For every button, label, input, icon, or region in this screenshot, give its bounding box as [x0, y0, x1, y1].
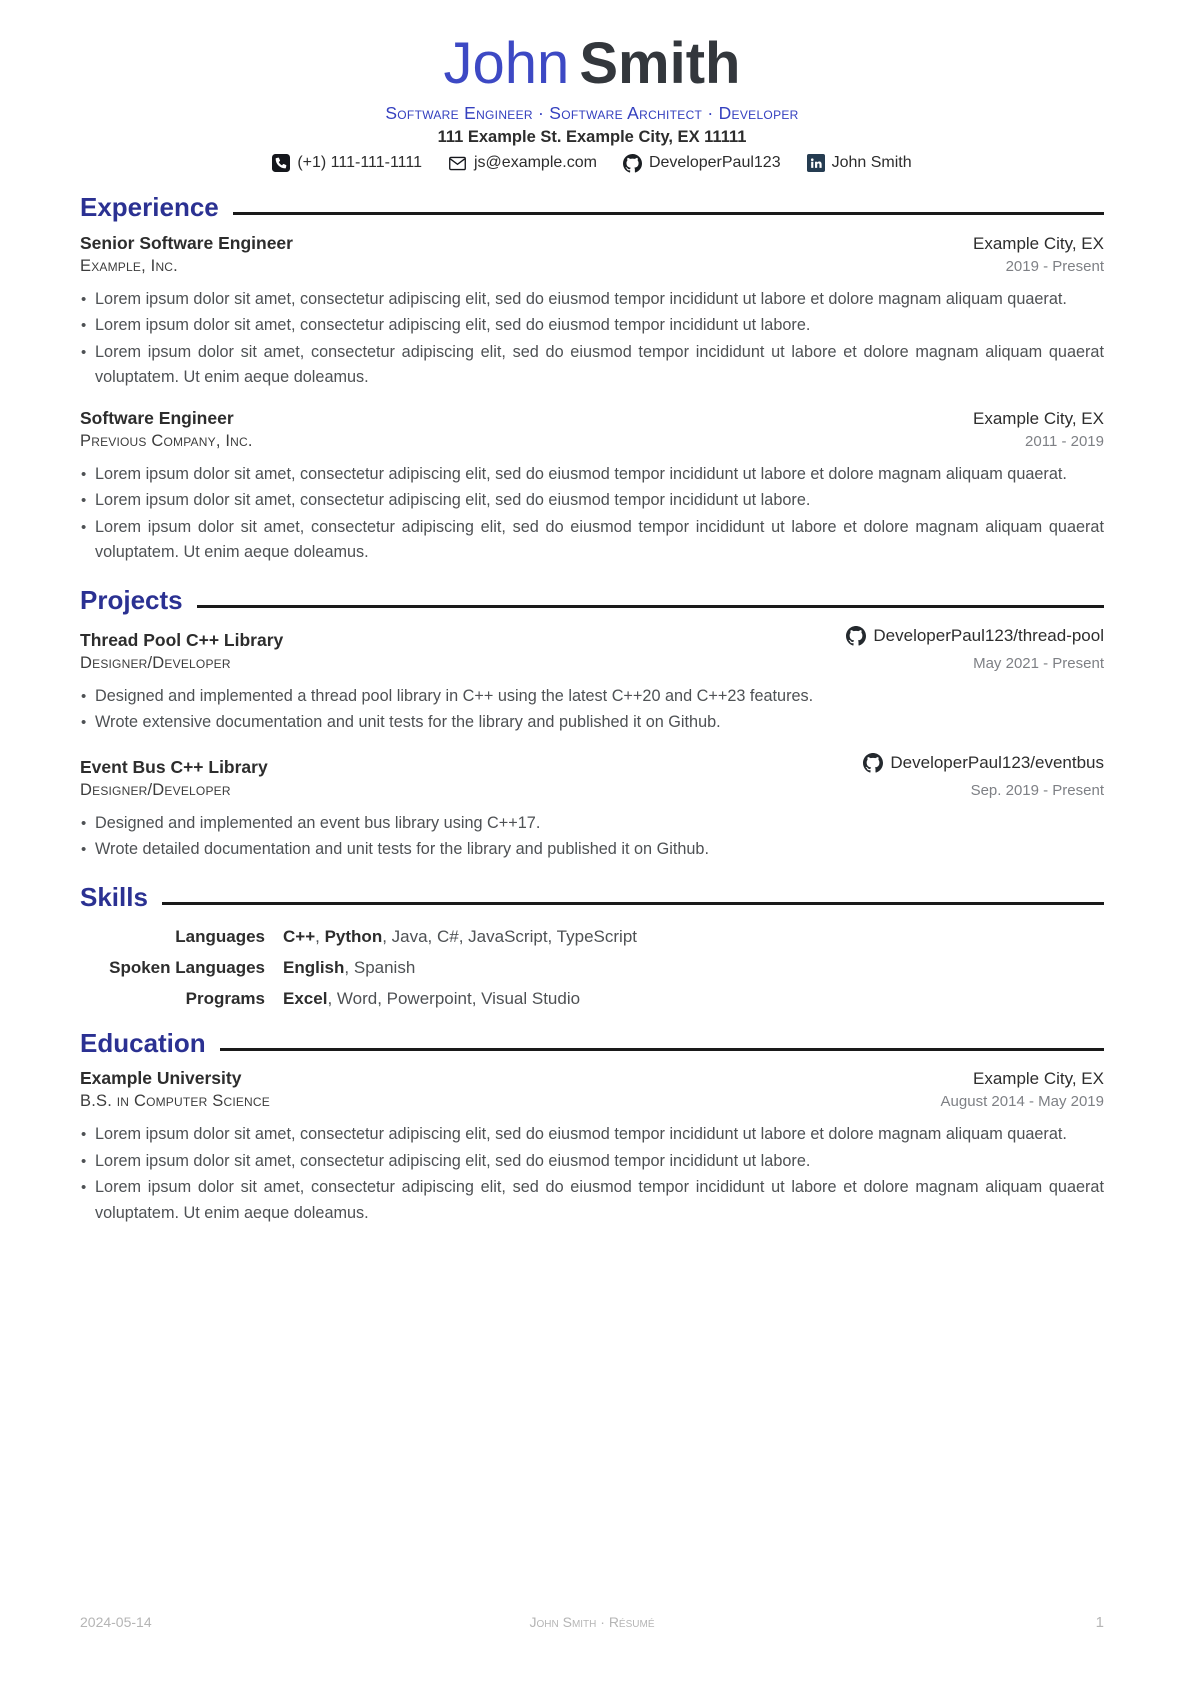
experience-entry: [80, 233, 1104, 391]
bullet-item: • Designed and implemented a thread pool library in C++ using the latest C++20 and C++23 features.: [80, 684, 1104, 710]
bullet-item: • Designed and implemented an event bus library using C++17.: [80, 811, 1104, 837]
project-date: May 2021 - Present: [973, 654, 1104, 672]
section-title-education: Education: [80, 1027, 206, 1058]
project-title: Thread Pool C++ Library: [80, 629, 284, 650]
skill-value-part: ,: [315, 926, 325, 946]
skill-value-part: , Word, Powerpoint, Visual Studio: [327, 988, 581, 1008]
section-header-projects: [80, 586, 1104, 616]
entry-title: Senior Software Engineer: [80, 232, 293, 253]
linkedin-icon: [807, 154, 825, 172]
github-username: DeveloperPaul123: [648, 154, 781, 172]
resume-header: [80, 31, 1104, 173]
entry-date: 2019 - Present: [1005, 257, 1104, 275]
section-header-skills: [80, 883, 1104, 913]
entry-date: 2011 - 2019: [1025, 432, 1104, 450]
address-line: 111 Example St. Example City, EX 11111: [437, 127, 747, 146]
skill-label: Programs: [185, 988, 265, 1008]
section-header-experience: [80, 193, 1104, 223]
bullet-list: [80, 462, 1104, 566]
section-title-experience: Experience: [80, 191, 219, 222]
contact-row: [80, 154, 1104, 173]
bullet-list: [80, 287, 1104, 391]
skill-row: [80, 958, 1104, 978]
page-footer: [80, 1614, 1104, 1632]
project-repo-link[interactable]: [863, 753, 1104, 773]
skill-values: [283, 958, 1104, 978]
linkedin-name: John Smith: [831, 154, 912, 172]
footer-date: 2024-05-14: [80, 1614, 152, 1630]
github-icon: [863, 753, 883, 773]
skills-table: [80, 927, 1104, 1009]
bullet-item: • Lorem ipsum dolor sit amet, consectetur adipiscing elit, sed do eiusmod tempor incididunt ut labore et dolore magnam aliquam quaerat.: [80, 1122, 1104, 1148]
bullet-item: • Wrote detailed documentation and unit tests for the library and published it on Github.: [80, 837, 1104, 863]
skill-row: [80, 989, 1104, 1009]
phone-link[interactable]: [272, 154, 422, 172]
project-repo-name: DeveloperPaul123/thread-pool: [873, 625, 1104, 645]
bullet-item: • Lorem ipsum dolor sit amet, consectetur adipiscing elit, sed do eiusmod tempor incididunt ut labore et dolore magnam aliquam quaerat.: [80, 462, 1104, 488]
skill-values: [283, 927, 1104, 947]
bullet-item: • Lorem ipsum dolor sit amet, consectetur adipiscing elit, sed do eiusmod tempor incididunt ut labore et dolore magnam aliquam quaerat voluptatem. Ut enim aeque doleamus.: [80, 515, 1104, 566]
section-title-projects: Projects: [80, 584, 183, 615]
email-link[interactable]: [448, 154, 597, 173]
section-header-education: [80, 1029, 1104, 1059]
project-entry: [80, 753, 1104, 863]
entry-title: Software Engineer: [80, 407, 234, 428]
bullet-item: • Lorem ipsum dolor sit amet, consectetur adipiscing elit, sed do eiusmod tempor incididunt ut labore.: [80, 488, 1104, 514]
section-rule: [197, 605, 1104, 608]
degree: B.S. in Computer Science: [80, 1092, 270, 1111]
bullet-item: • Lorem ipsum dolor sit amet, consectetur adipiscing elit, sed do eiusmod tempor incididunt ut labore.: [80, 1149, 1104, 1175]
skill-value-part: , Spanish: [344, 957, 416, 977]
bullet-item: • Lorem ipsum dolor sit amet, consectetur adipiscing elit, sed do eiusmod tempor incididunt ut labore et dolore magnam aliquam quaerat voluptatem. Ut enim aeque doleamus.: [80, 340, 1104, 391]
project-repo-link[interactable]: [846, 626, 1104, 646]
skill-label: Languages: [175, 926, 265, 946]
section-title-skills: Skills: [80, 881, 148, 912]
entry-company: Previous Company, Inc.: [80, 431, 253, 450]
envelope-icon: [448, 154, 467, 173]
github-icon: [846, 626, 866, 646]
bullet-item: • Lorem ipsum dolor sit amet, consectetur adipiscing elit, sed do eiusmod tempor incididunt ut labore et dolore magnam aliquam quaerat voluptatem. Ut enim aeque doleamus.: [80, 1175, 1104, 1226]
section-rule: [233, 212, 1104, 215]
skill-label: Spoken Languages: [109, 957, 265, 977]
section-rule: [162, 902, 1104, 905]
bullet-item: • Lorem ipsum dolor sit amet, consectetur adipiscing elit, sed do eiusmod tempor incididunt ut labore.: [80, 313, 1104, 339]
experience-entry: [80, 408, 1104, 566]
bullet-list: [80, 1122, 1104, 1226]
skill-value-part: Python: [324, 926, 383, 946]
linkedin-link[interactable]: [807, 154, 912, 172]
skill-value-part: C++: [283, 926, 316, 946]
project-repo-name: DeveloperPaul123/eventbus: [890, 752, 1104, 772]
entry-company: Example, Inc.: [80, 256, 178, 275]
skill-values: [283, 989, 1104, 1009]
entry-location: Example City, EX: [972, 233, 1104, 253]
skill-value-part: Excel: [283, 988, 328, 1008]
bullet-list: [80, 684, 1104, 736]
entry-location: Example City, EX: [972, 408, 1104, 428]
github-icon: [623, 154, 642, 173]
project-entry: [80, 626, 1104, 736]
phone-number: (+1) 111-111-1111: [297, 154, 422, 172]
github-link[interactable]: [623, 154, 781, 173]
person-name: [80, 31, 1104, 96]
job-titles: Software Engineer · Software Architect · Developer: [385, 102, 799, 123]
project-title: Event Bus C++ Library: [80, 756, 268, 777]
skill-value-part: English: [283, 957, 345, 977]
last-name: Smith: [579, 31, 741, 96]
project-date: Sep. 2019 - Present: [970, 781, 1104, 799]
first-name: John: [443, 31, 570, 96]
bullet-item: • Wrote extensive documentation and unit tests for the library and published it on Github.: [80, 710, 1104, 736]
entry-location: Example City, EX: [972, 1069, 1104, 1089]
skill-value-part: , Java, C#, JavaScript, TypeScript: [382, 926, 637, 946]
education-entry: [80, 1068, 1104, 1226]
bullet-item: • Lorem ipsum dolor sit amet, consectetur adipiscing elit, sed do eiusmod tempor incididunt ut labore et dolore magnam aliquam quaerat.: [80, 287, 1104, 313]
page-number: 1: [1095, 1614, 1104, 1631]
project-role: Designer/Developer: [80, 780, 231, 799]
project-role: Designer/Developer: [80, 653, 231, 672]
email-address: js@example.com: [474, 154, 597, 172]
section-rule: [220, 1048, 1104, 1051]
footer-title: John Smith · Résumé: [529, 1614, 655, 1630]
entry-date: August 2014 - May 2019: [940, 1093, 1104, 1111]
skill-row: [80, 927, 1104, 947]
phone-icon: [272, 154, 290, 172]
school-name: Example University: [80, 1068, 242, 1089]
bullet-list: [80, 811, 1104, 863]
